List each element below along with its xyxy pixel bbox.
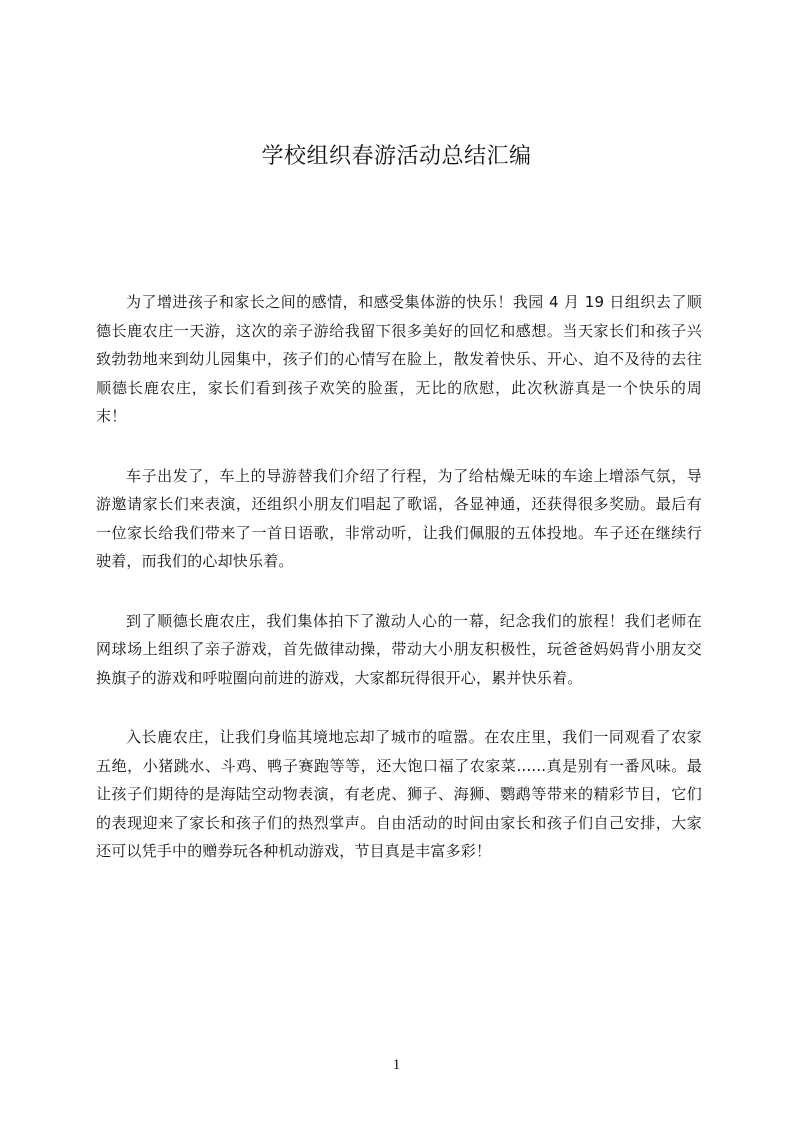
paragraph-3: 到了顺德长鹿农庄，我们集体拍下了激动人心的一幕，纪念我们的旅程！我们老师在网球场上组织了亲子游戏，首先做律动操，带动大小朋友积极性，玩爸爸妈妈背小朋友交换旗子的游戏和呼啦圈向前进的游戏，大家都玩得很开心，累并快乐着。 (96, 611, 702, 687)
page-number: 1 (392, 1057, 401, 1073)
paragraph-1: 为了增进孩子和家长之间的感情，和感受集体游的快乐！我园 4 月 19 日组织去了顺德长鹿农庄一天游，这次的亲子游给我留下很多美好的回忆和感想。当天家长们和孩子兴致勃勃地来到幼儿园集中，孩子们的心情写在脸上，散发着快乐、开心、迫不及待的去往顺德长鹿农庄，家长们看到孩子欢笑的脸蛋，无比的欣慰，此次秋游真是一个快乐的周末！ (96, 293, 702, 425)
paragraph-4: 入长鹿农庄，让我们身临其境地忘却了城市的喧嚣。在农庄里，我们一同观看了农家五绝，小猪跳水、斗鸡、鸭子赛跑等等，还大饱口福了农家菜......真是别有一番风味。最让孩子们期待的是海陆空动物表演，有老虎、狮子、海狮、鹦鹉等带来的精彩节目，它们的表现迎来了家长和孩子们的热烈掌声。自由活动的时间由家长和孩子们自己安排，大家还可以凭手中的赠券玩各种机动游戏，节目真是丰富多彩！ (96, 728, 702, 860)
document-body (96, 288, 702, 897)
paragraph-2: 车子出发了，车上的导游替我们介绍了行程，为了给枯燥无味的车途上增添气氛，导游邀请家长们来表演，还组织小朋友们唱起了歌谣，各显神通，还获得很多奖励。最后有一位家长给我们带来了一首日语歌，非常动听，让我们佩服的五体投地。车子还在继续行驶着，而我们的心却快乐着。 (96, 466, 702, 570)
page-title: 学校组织春游活动总结汇编 (261, 144, 532, 169)
